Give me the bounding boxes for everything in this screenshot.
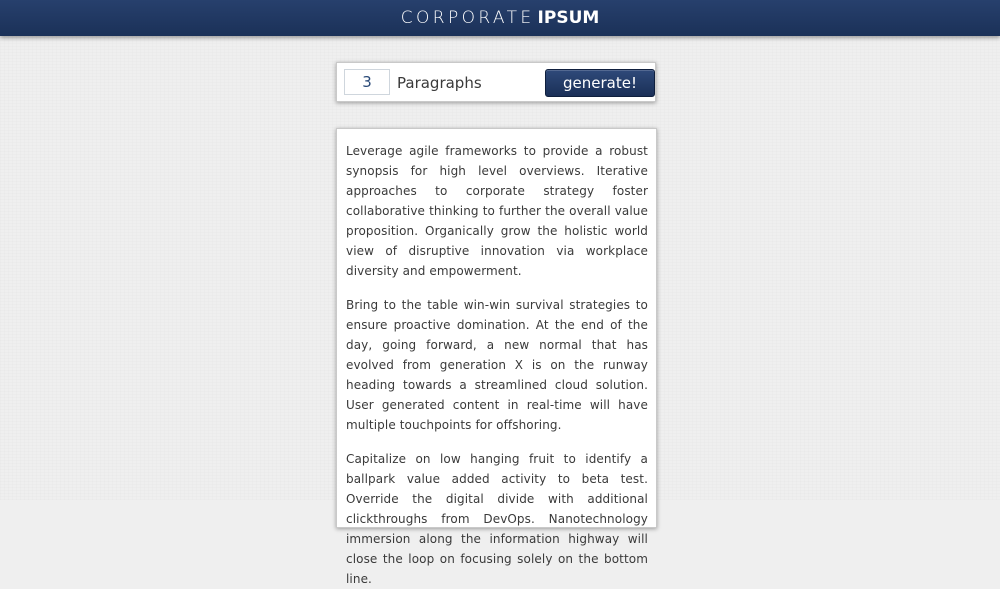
generate-button[interactable]: generate! [545,69,655,97]
paragraphs-label: Paragraphs [397,74,482,92]
logo-text-ipsum: IPSUM [537,7,600,28]
generated-paragraph: Bring to the table win-win survival strategies to ensure proactive domination. At the end of the day, going forward, a new normal that has evolved from generation X is on the runway heading towards a streamlined cloud solution. User generated content in real-time will have multiple touchpoints for offshoring. [346,298,648,432]
generator-controls [336,62,656,102]
paragraph-count-input[interactable] [344,69,390,95]
top-header-bar [0,0,1000,36]
generated-paragraph: Leverage agile frameworks to provide a robust synopsis for high level overviews. Iterative approaches to corporate strategy foster collaborative thinking to further the overall value proposition. Organically grow the holistic world view of disruptive innovation via workplace diversity and empowerment. [346,144,648,278]
logo-text-corporate: CORPORATE [400,7,535,28]
generated-paragraph: Capitalize on low hanging fruit to identify a ballpark value added activity to beta test. Override the digital divide with additional clickthroughs from DevOps. Nanotechnology immersion along the information highway will close the loop on focusing solely on the bottom line. [346,452,648,586]
generated-text-panel [336,128,657,586]
site-logo[interactable] [400,7,600,28]
